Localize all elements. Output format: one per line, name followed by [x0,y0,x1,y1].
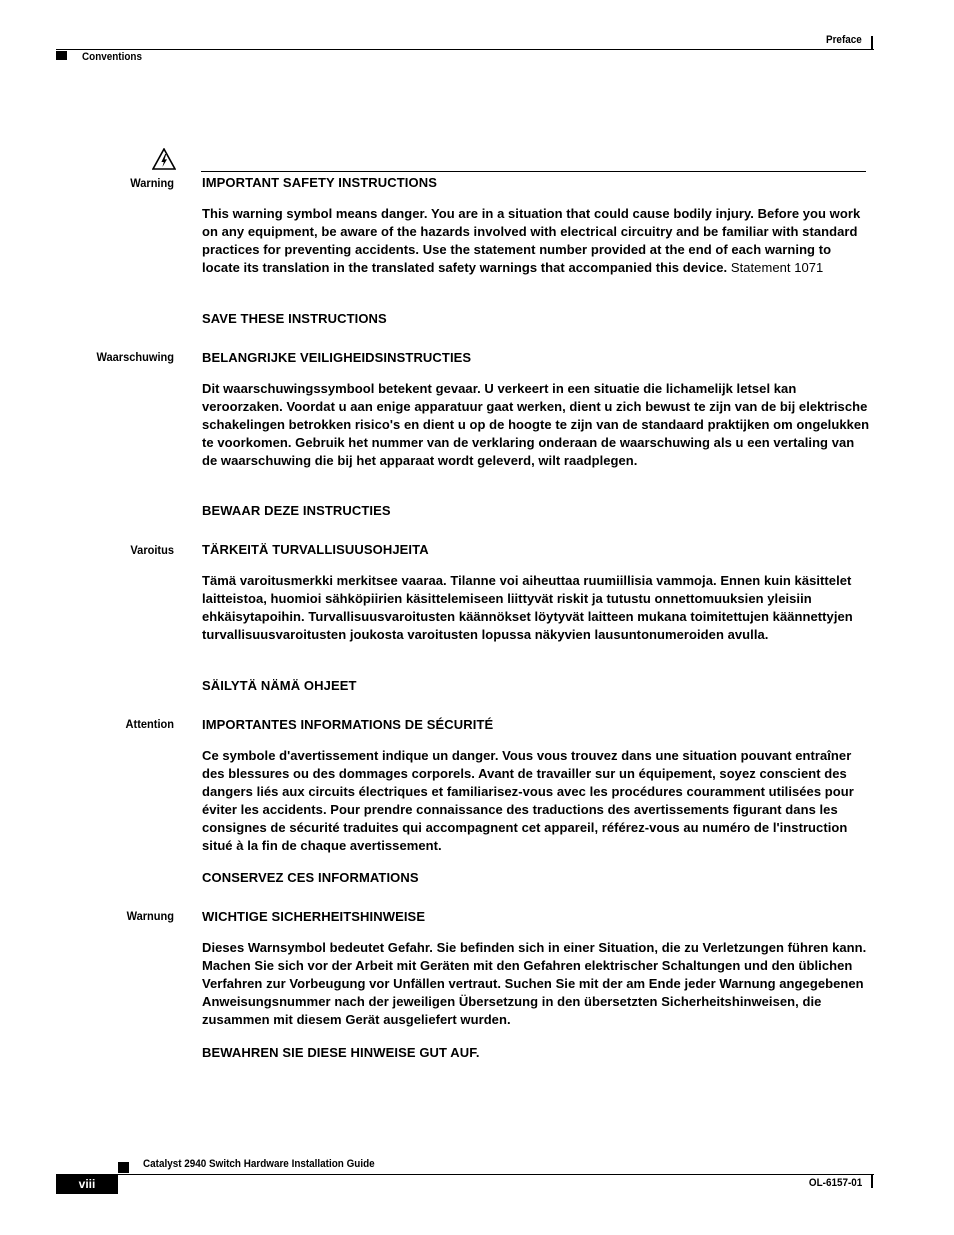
warning-label: Attention [125,717,174,731]
warning-top-rule [201,171,866,172]
warning-body: Dieses Warnsymbol bedeutet Gefahr. Sie befinden sich in einer Situation, die zu Verletzungen führen kann. Machen Sie sich vor der Arbeit mit Geräten mit den Gefahren elektrischer Schaltungen und den üblichen Verfahren zur Vorbeugung vor Unfällen vertraut. Suchen Sie mit der am Ende jeder Warnung angegebenen Anweisungsnummer nach der jeweiligen Übersetzung in den übersetzten Sicherheitshinweisen, die zusammen mit diesem Gerät ausgeliefert wurden. [202,940,867,1027]
warning-footer: BEWAHREN SIE DIESE HINWEISE GUT AUF. [202,1045,480,1060]
footer-vertical-bar [871,1174,873,1188]
header-vertical-bar [871,36,873,50]
warning-label: Waarschuwing [96,350,174,364]
warning-footer: BEWAAR DEZE INSTRUCTIES [202,503,391,518]
warning-label: Varoitus [130,543,174,557]
statement-number: Statement 1071 [730,260,824,275]
warning-label: Warnung [126,909,174,923]
page-number: viii [56,1175,118,1194]
footer-doc-number: OL-6157-01 [808,1177,862,1189]
footer-guide-title: Catalyst 2940 Switch Hardware Installation Guide [143,1158,375,1170]
warning-label: Warning [130,176,174,190]
warning-triangle-icon [152,148,176,170]
footer-block-marker [118,1162,129,1173]
warning-body: This warning symbol means danger. You are in a situation that could cause bodily injury. Before you work on any equipment, be aware of the hazards involved with electrical circuitry and be familiar with standard practices for preventing accidents. Use the statement number provided at the end of each warning to locate its translation in the translated safety warnings that accompanied this device. Statement 1071 [202,206,861,275]
header-block-marker [56,51,67,60]
warning-body: Dit waarschuwingssymbool betekent gevaar. U verkeert in een situatie die lichamelijk letsel kan veroorzaken. Voordat u aan enige apparatuur gaat werken, dient u zich bewust te zijn van de bij elektrische schakelingen betrokken risico's en dient u op de hoogte te zijn van de standaard praktijken om ongelukken te voorkomen. Gebruik het nummer van de verklaring onderaan de waarschuwing als u een vertaling van de waarschuwing die bij het apparaat wordt geleverd, wilt raadplegen. [202,381,870,468]
warning-title: IMPORTANTES INFORMATIONS DE SÉCURITÉ [202,717,494,732]
warning-title: BELANGRIJKE VEILIGHEIDSINSTRUCTIES [202,350,472,365]
warning-title: IMPORTANT SAFETY INSTRUCTIONS [202,175,437,190]
warning-footer: CONSERVEZ CES INFORMATIONS [202,870,419,885]
warning-footer: SAVE THESE INSTRUCTIONS [202,311,387,326]
header-rule [56,49,874,50]
warning-body: Tämä varoitusmerkki merkitsee vaaraa. Tilanne voi aiheuttaa ruumiillisia vammoja. Ennen kuin käsittelet laitteistoa, huomioi sähköpiirien käsittelemiseen liittyvät riskit ja tutustu onnettomuuksien yleisiin ehkäisytapoihin. Turvallisuusvaroitusten käännökset löytyvät laitteen mukana toimitettujen käännettyjen turvallisuusvaroitusten joukosta varoitusten lopussa näkyvien lausuntonumeroiden avulla. [202,573,853,642]
warning-body: Ce symbole d'avertissement indique un danger. Vous vous trouvez dans une situation pouvant entraîner des blessures ou des dommages corporels. Avant de travailler sur un équipement, soyez conscient des dangers liés aux circuits électriques et familiarisez-vous avec les procédures couramment utilisées pour éviter les accidents. Pour prendre connaissance des traductions des avertissements figurant dans les consignes de sécurité traduites qui accompagnent cet appareil, référez-vous au numéro de l'instruction situé à la fin de chaque avertissement. [202,748,854,853]
warning-title: TÄRKEITÄ TURVALLISUUSOHJEITA [202,542,429,557]
warning-title: WICHTIGE SICHERHEITSHINWEISE [202,909,426,924]
warning-footer: SÄILYTÄ NÄMÄ OHJEET [202,678,357,693]
footer-rule [56,1174,874,1175]
header-subsection: Conventions [82,51,142,63]
header-section: Preface [826,34,862,46]
